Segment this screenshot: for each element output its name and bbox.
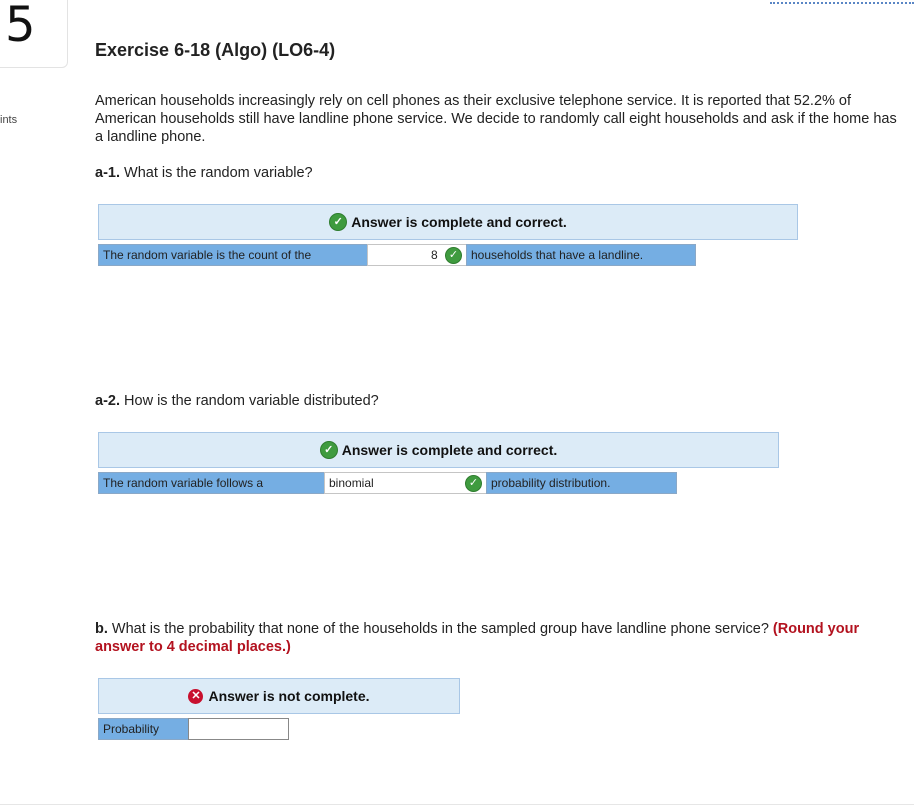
answer-status-banner-b (98, 678, 460, 714)
a2-answer-value: binomial (329, 476, 374, 490)
answer-status-banner-a2 (98, 432, 779, 468)
a1-answer-value: 8 (430, 248, 438, 262)
question-a1-label: a-1. (95, 165, 120, 181)
probability-label-cell: Probability (98, 718, 189, 740)
check-icon: ✓ (320, 441, 338, 459)
question-a1 (95, 164, 905, 182)
question-number-box (0, 0, 68, 68)
rounding-instruction: (Round your answer to 4 decimal places.) (95, 621, 860, 655)
question-b (95, 620, 905, 656)
answer-status-text: Answer is complete and correct. (341, 442, 558, 458)
a1-answer-input[interactable] (367, 244, 467, 266)
question-a2-text: How is the random variable distributed? (124, 393, 379, 409)
question-a2-label: a-2. (95, 393, 120, 409)
question-b-label: b. (95, 621, 108, 637)
a1-suffix-cell: households that have a landline. (466, 244, 696, 266)
check-icon: ✓ (445, 247, 462, 264)
answer-status-text: Answer is not complete. (208, 688, 370, 704)
answer-status-banner-a1 (98, 204, 798, 240)
x-icon: ✕ (188, 689, 203, 704)
question-a2 (95, 392, 905, 410)
problem-intro: American households increasingly rely on cell phones as their exclusive telephone service. It is reported that 52.2% of American households still have landline phone service. We decide to randomly call eight households and ask if the home has a landline phone. (95, 93, 897, 145)
a2-suffix-cell: probability distribution. (486, 472, 677, 494)
question-b-text: What is the probability that none of the households in the sampled group have landline phone service? (111, 621, 769, 637)
a1-prefix-cell: The random variable is the count of the (98, 244, 368, 266)
a2-answer-select[interactable] (324, 472, 487, 494)
probability-input[interactable] (188, 718, 289, 740)
question-number: 5 (5, 0, 36, 53)
answer-status-text: Answer is complete and correct. (351, 214, 567, 230)
question-a1-text: What is the random variable? (124, 165, 313, 181)
a2-prefix-cell: The random variable follows a (98, 472, 325, 494)
selection-indicator (770, 2, 914, 4)
check-icon: ✓ (329, 213, 347, 231)
points-label: ints (0, 114, 18, 126)
check-icon: ✓ (465, 475, 482, 492)
divider (0, 804, 914, 805)
exercise-title: Exercise 6-18 (Algo) (LO6-4) (95, 40, 336, 60)
